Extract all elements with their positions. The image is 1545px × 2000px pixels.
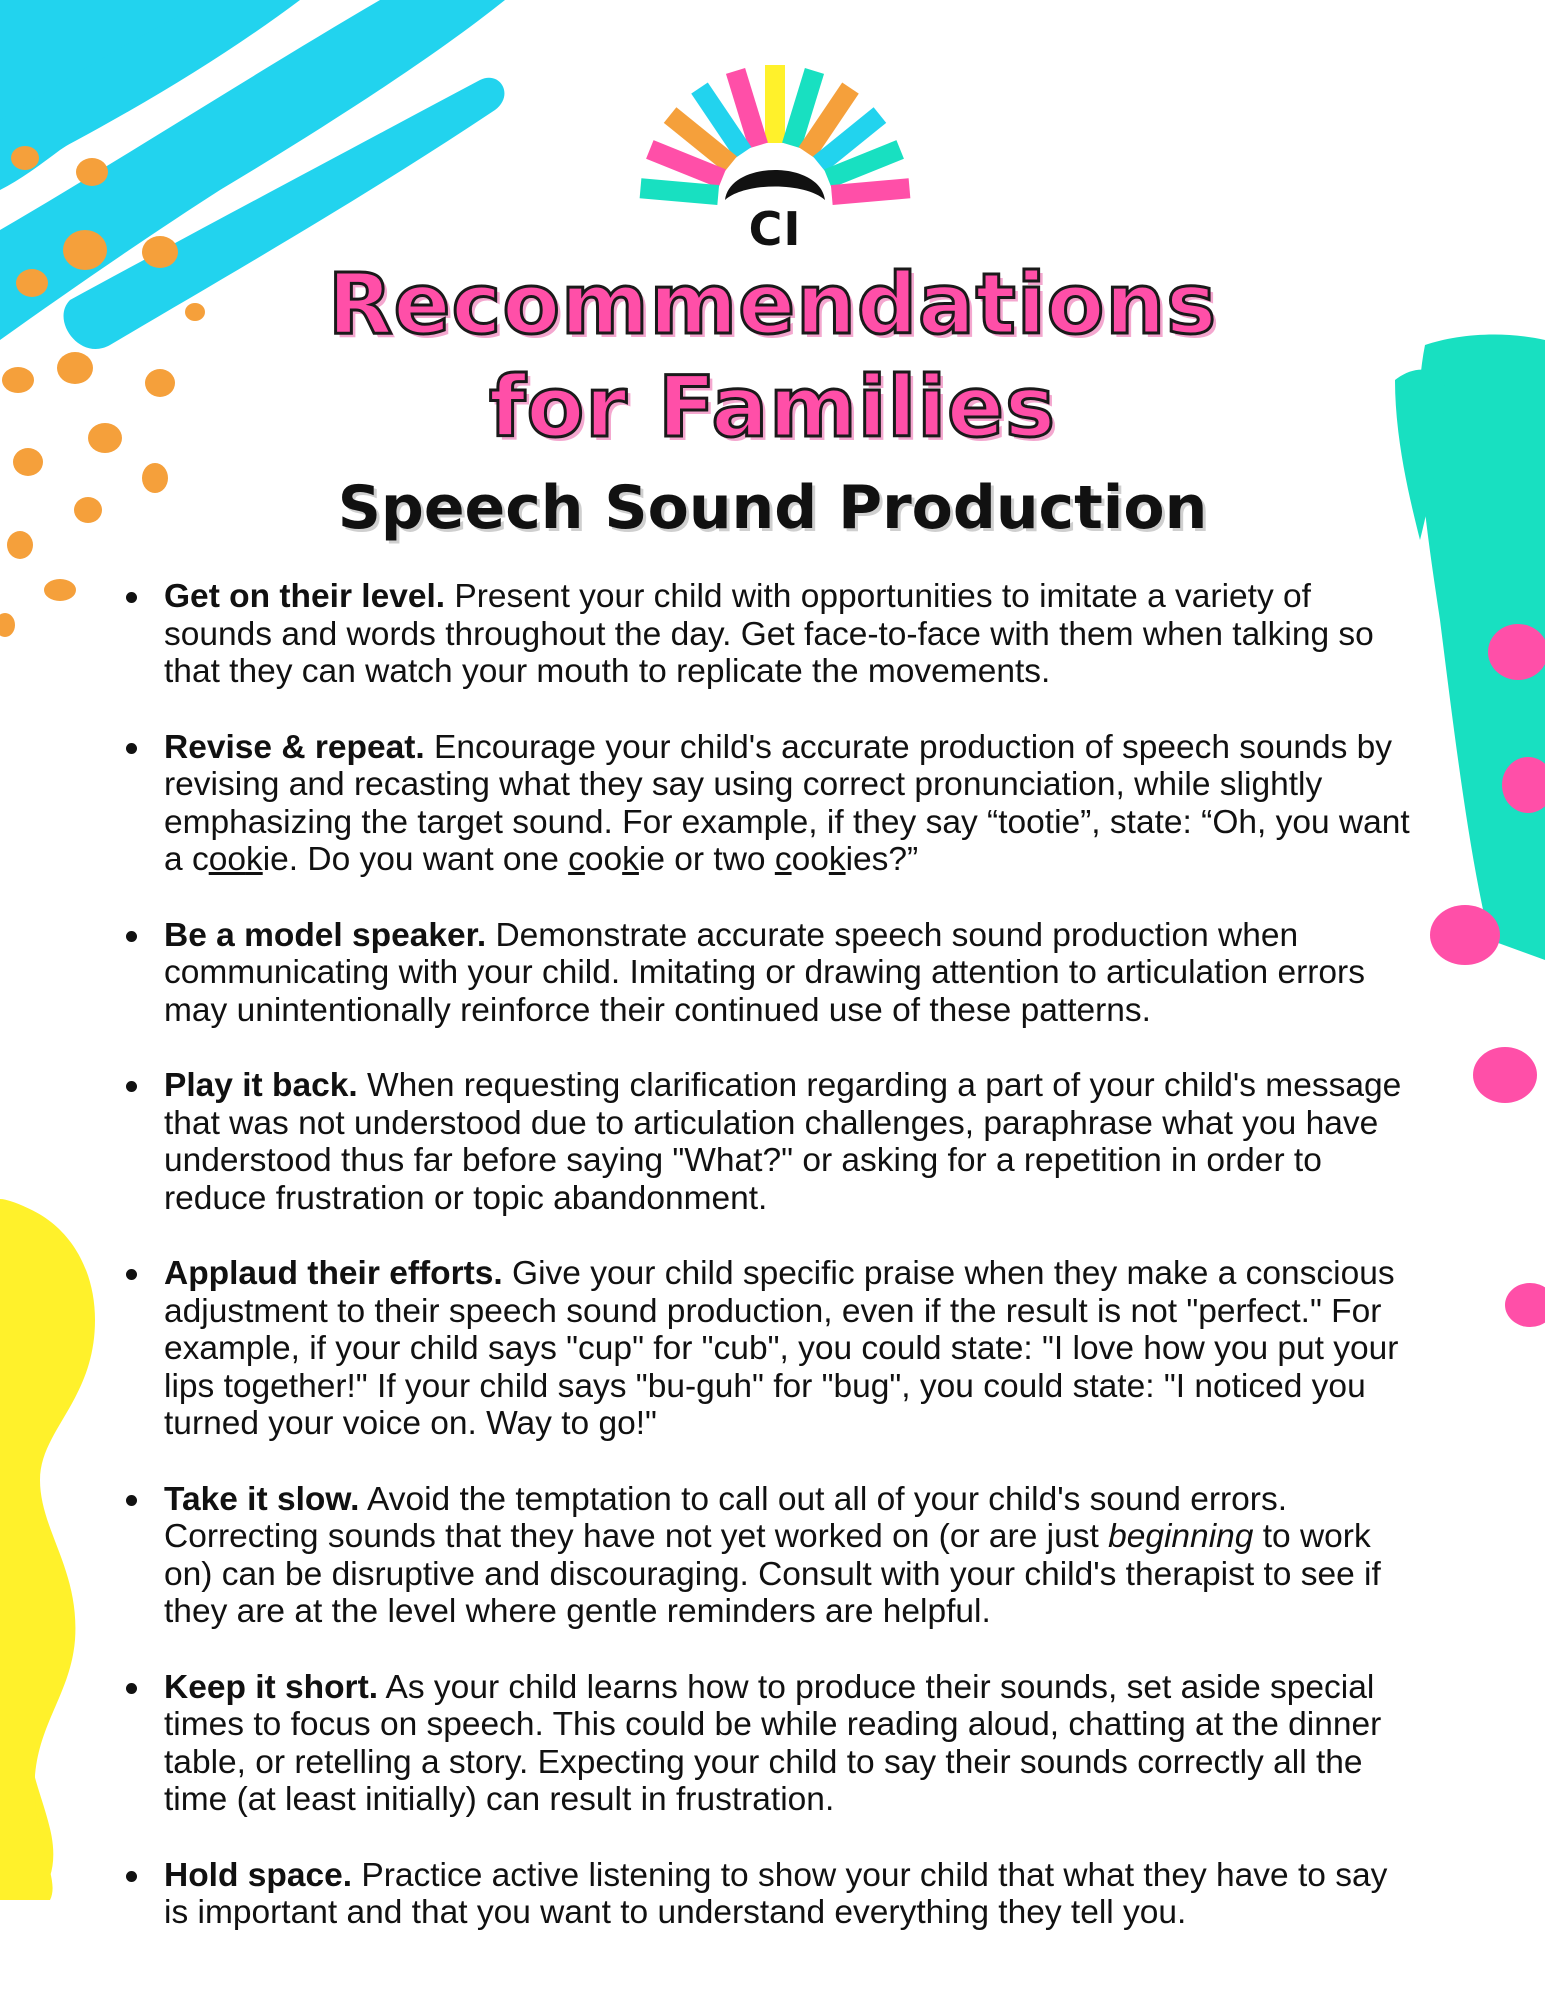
bullet-icon xyxy=(126,1495,137,1506)
rec-title: Be a model speaker. xyxy=(164,916,487,954)
recommendations-list xyxy=(120,578,1420,1970)
rec-body: Avoid the temptation to call out all of your child's sound errors. Correcting sounds that they have not yet worked on (or are just xyxy=(164,1480,1288,1555)
list-item xyxy=(120,1255,1420,1443)
bullet-icon xyxy=(126,931,137,942)
sunburst-icon xyxy=(615,60,935,210)
list-item xyxy=(120,1857,1420,1932)
rec-emphasis: beginning xyxy=(1108,1518,1254,1555)
bullet-icon xyxy=(126,743,137,754)
page-subtitle: Speech Sound Production xyxy=(337,473,1208,543)
rec-body: Encourage your child's accurate production of speech sounds by revising and recasting what they say using correct pronunciation, while slightly emphasizing the target sound. For example, if they say “tootie”, state: “Oh, you want a xyxy=(164,728,1410,878)
list-item xyxy=(120,1481,1420,1631)
rec-example-word: cookie or two xyxy=(568,841,775,878)
rec-title: Revise & repeat. xyxy=(164,728,425,766)
rec-title: Hold space. xyxy=(164,1856,353,1894)
rec-body: Practice active listening to show your child that what they have to say is important and that you want to understand everything they tell you. xyxy=(164,1856,1388,1931)
yellow-fill xyxy=(0,1200,95,1900)
bullet-icon xyxy=(126,1683,137,1694)
list-item xyxy=(120,1669,1420,1819)
rec-body: Demonstrate accurate speech sound production when communicating with your child. Imitating or drawing attention to articulation errors may unintentionally reinforce their continued use of these patterns. xyxy=(164,916,1365,1029)
rec-title: Play it back. xyxy=(164,1067,358,1104)
bullet-icon xyxy=(126,1081,137,1092)
list-item xyxy=(120,1067,1420,1217)
rec-body: to work on) can be disruptive and discouraging. Consult with your child's therapist to see if they are at the level where gentle reminders are helpful. xyxy=(164,1518,1381,1630)
title-line-1: Recommendations xyxy=(327,255,1218,353)
rec-body: When requesting clarification regarding a part of your child's message that was not understood due to articulation challenges, paraphrase what you have understood thus far before saying "What?" or asking for a repetition in order to reduce frustration or topic abandonment. xyxy=(164,1067,1402,1217)
ci-logo xyxy=(615,60,935,256)
rec-body: Present your child with opportunities to imitate a variety of sounds and words throughout the day. Get face-to-face with them when talking so that they can watch your mouth to replicate the movements. xyxy=(164,578,1374,690)
logo-text: CI xyxy=(748,202,802,256)
rec-title: Keep it short. xyxy=(164,1668,379,1706)
bullet-icon xyxy=(126,1269,137,1280)
rec-body: As your child learns how to produce their sounds, set aside special times to focus on speech. This could be while reading aloud, chatting at the dinner table, or retelling a story. Expecting your child to say their sounds correctly all the time (at least initially) can result in frustration. xyxy=(164,1668,1382,1818)
list-item xyxy=(120,917,1420,1030)
rec-body: Give your child specific praise when they make a conscious adjustment to their speech sound production, even if the result is not "perfect." For example, if your child says "cup" for "cub", you could state: "I love how you put your lips together!" If your child says "bu-guh" for "bug", you could state: "I noticed you turned your voice on. Way to go!" xyxy=(164,1255,1399,1442)
rec-example-word: cookie. Do you want one xyxy=(191,841,569,878)
rec-example-word: cookies?” xyxy=(774,841,919,878)
rec-title: Take it slow. xyxy=(164,1480,360,1518)
bullet-icon xyxy=(126,592,137,603)
title-line-2: for Families xyxy=(489,358,1056,456)
rec-title: Get on their level. xyxy=(164,578,446,615)
bullet-icon xyxy=(126,1871,137,1882)
list-item xyxy=(120,578,1420,691)
rec-title: Applaud their efforts. xyxy=(164,1255,503,1292)
list-item xyxy=(120,729,1420,879)
